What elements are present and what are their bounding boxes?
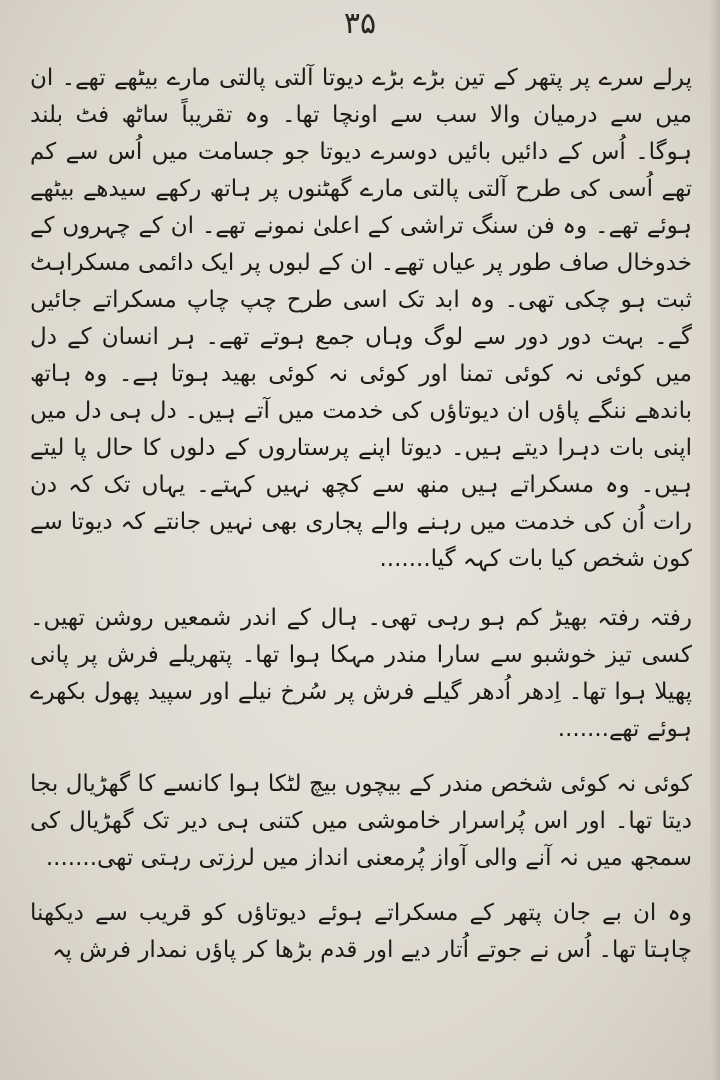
paragraph-1: پرلے سرے پر پتھر کے تین بڑے بڑے دیوتا آلتی پالتی مارے بیٹھے تھے۔ ان میں سے درمیان والا سب سے اونچا تھا۔ وہ تقریباً ساٹھ فٹ بلند ہوگا۔ اُس کے دائیں بائیں دوسرے دیوتا جو جسامت میں اُس سے کم تھے اُسی کی طرح آلتی پالتی مارے گھٹنوں پر ہاتھ رکھے سیدھے بیٹھے ہوئے تھے۔ وہ فن سنگ تراشی کے اعلیٰ نمونے تھے۔ ان کے چہروں کے خدوخال صاف طور پر عیاں تھے۔ ان کے لبوں پر ایک دائمی مسکراہٹ ثبت ہو چکی تھی۔ وہ ابد تک اسی طرح چپ چاپ مسکراتے جائیں گے۔ بہت دور دور سے لوگ وہاں جمع ہوتے تھے۔ ہر انسان کے دل میں کوئی نہ کوئی تمنا اور کوئی نہ کوئی بھید ہوتا ہے۔ وہ ہاتھ باندھے ننگے پاؤں ان دیوتاؤں کی خدمت میں آتے ہیں۔ دل ہی دل میں اپنی بات دہرا دیتے ہیں۔ دیوتا اپنے پرستاروں کے دلوں کا حال پا لیتے ہیں۔ وہ مسکراتے ہیں منھ سے کچھ نہیں کہتے۔ یہاں تک کہ دن رات اُن کی خدمت میں رہنے والے پجاری بھی نہیں جانتے کہ دیوتا سے کون شخص کیا بات کہہ گیا.......: [30, 65, 692, 572]
paragraph-4: وہ ان بے جان پتھر کے مسکراتے ہوئے دیوتاؤں کو قریب سے دیکھنا چاہتا تھا۔ اُس نے جوتے اُتار دیے اور قدم بڑھا کر پاؤں نمدار فرش پہ: [30, 900, 692, 963]
page-number: ۳۵: [343, 6, 377, 41]
paragraph-3: کوئی نہ کوئی شخص مندر کے بیچوں بیچ لٹکا ہوا کانسے کا گھڑیال بجا دیتا تھا۔ اور اس پُراسرار خاموشی میں کتنی ہی دیر تک گھڑیال کی سمجھ میں نہ آنے والی آواز پُرمعنی انداز میں لرزتی رہتی تھی.......: [30, 771, 692, 871]
paragraph-2: رفتہ رفتہ بھیڑ کم ہو رہی تھی۔ ہال کے اندر شمعیں روشن تھیں۔ کسی تیز خوشبو سے سارا مندر مہکا ہوا تھا۔ پتھریلے فرش پر پانی پھیلا ہوا تھا۔ اِدھر اُدھر گیلے فرش پر سُرخ نیلے اور سپید پھول بکھرے ہوئے تھے.......: [30, 605, 692, 742]
page-binding-edge: [710, 0, 720, 1080]
page-body-text: [30, 60, 692, 987]
